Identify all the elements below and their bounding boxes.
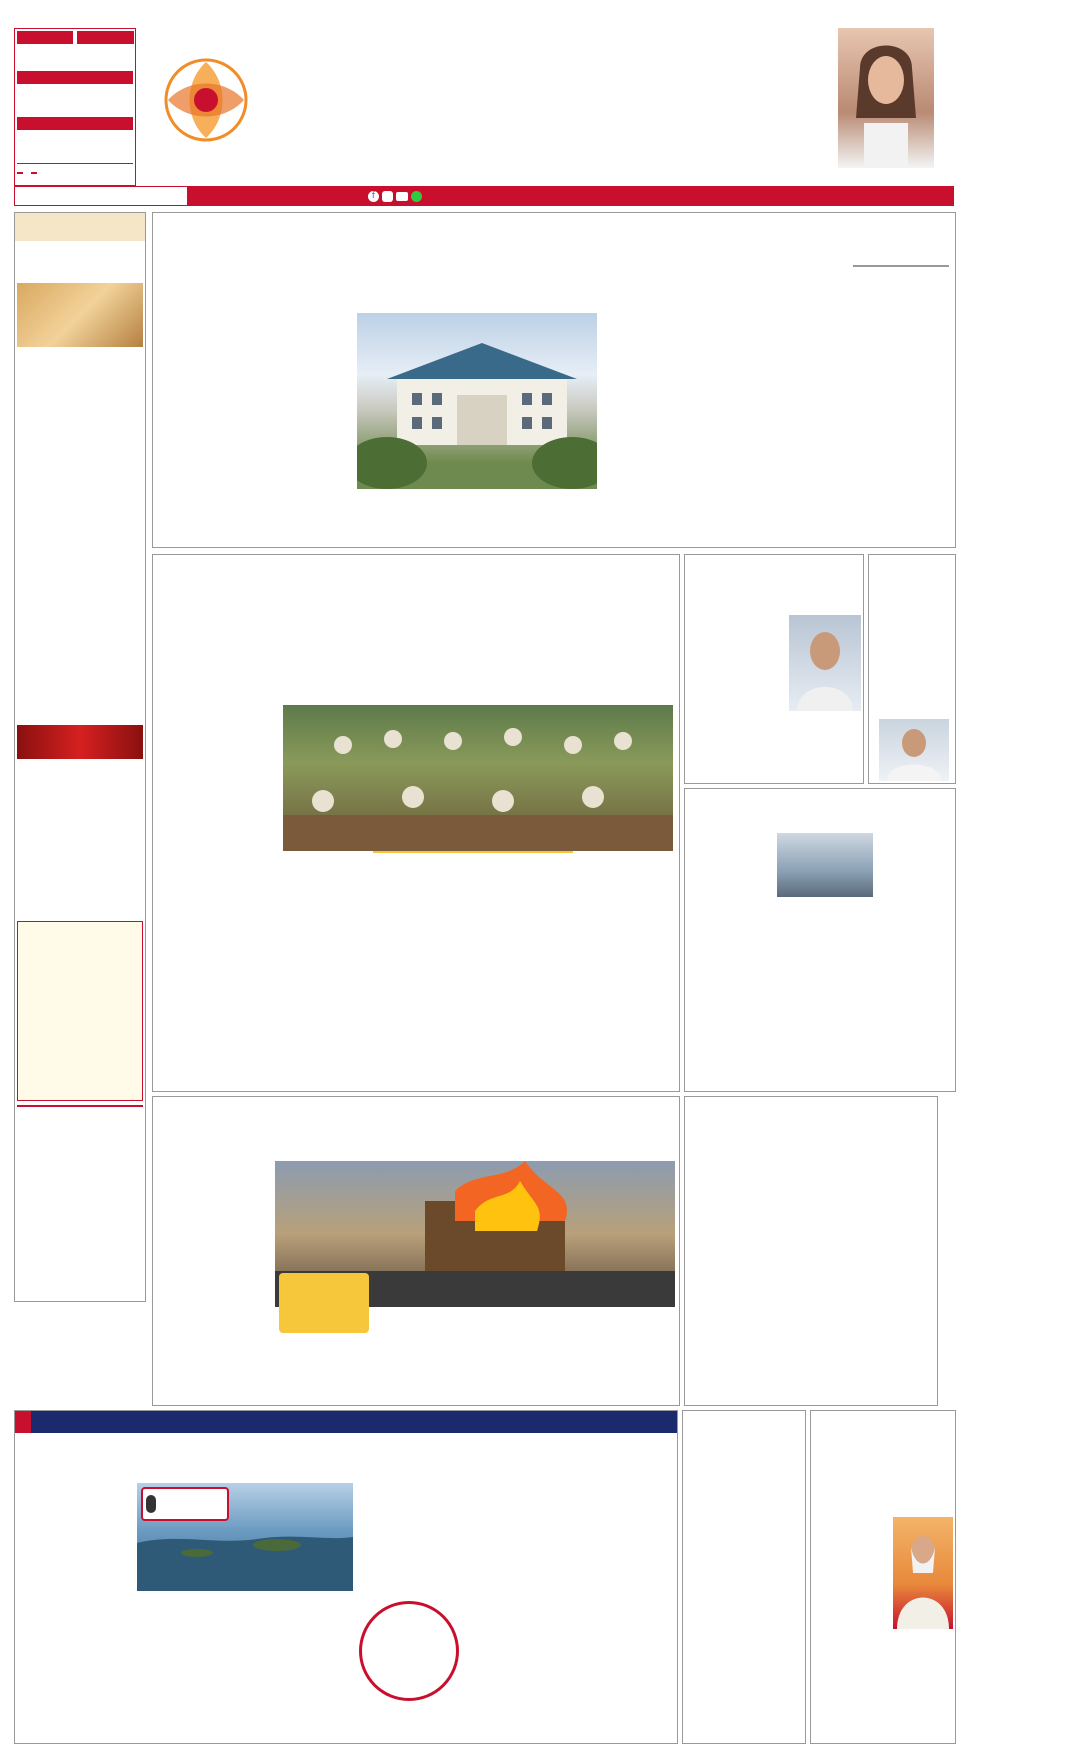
jama-story bbox=[682, 1410, 806, 1744]
jairam-box bbox=[684, 554, 864, 784]
silver-label bbox=[31, 172, 37, 174]
inside-title bbox=[17, 1105, 143, 1107]
lead-col1 bbox=[161, 317, 349, 543]
bridge-strap-row bbox=[15, 1411, 677, 1433]
dateline-bar bbox=[14, 186, 954, 206]
inside-pages bbox=[17, 1105, 143, 1299]
bullion-row bbox=[17, 163, 133, 181]
short-body bbox=[17, 511, 143, 683]
nation-story bbox=[152, 554, 680, 1092]
coldwave-col2 bbox=[817, 1197, 935, 1401]
banjar-story bbox=[152, 1096, 680, 1406]
lead-col1-cont bbox=[357, 493, 597, 543]
vidhansabha-photo bbox=[357, 313, 597, 489]
lead-col2 bbox=[605, 327, 845, 543]
newspaper-name bbox=[262, 48, 822, 158]
temp-title bbox=[17, 71, 133, 84]
bridge-col3 bbox=[247, 1595, 351, 1739]
vote-box bbox=[157, 707, 277, 779]
earthquake-photo bbox=[17, 725, 143, 759]
gold-label bbox=[17, 172, 23, 174]
good-news-tag bbox=[15, 1411, 31, 1433]
khadd-story bbox=[942, 1096, 956, 1406]
youtube-icon[interactable] bbox=[396, 192, 408, 201]
lead-col3 bbox=[853, 313, 951, 541]
market-title bbox=[17, 117, 133, 130]
logo-emblem bbox=[158, 52, 254, 148]
banjar-col2 bbox=[379, 1311, 475, 1401]
staff-ad[interactable] bbox=[17, 921, 143, 1101]
modi-body bbox=[814, 1517, 890, 1741]
modi-photo bbox=[893, 1517, 953, 1629]
nation-col3 bbox=[411, 871, 539, 1085]
short-body bbox=[17, 350, 143, 470]
lead-story bbox=[152, 212, 956, 548]
amritsar-col3 bbox=[877, 847, 953, 1087]
promo-photo[interactable] bbox=[838, 28, 934, 168]
photo-caption bbox=[373, 851, 573, 853]
banjar-col1 bbox=[159, 1177, 269, 1401]
relief-inset bbox=[279, 1273, 369, 1333]
amritsar-story bbox=[684, 788, 956, 1092]
sunset-label bbox=[77, 31, 134, 44]
news-shorts-column bbox=[14, 212, 146, 1302]
sunrise-label bbox=[17, 31, 73, 44]
khadd-final bbox=[942, 1096, 956, 1097]
banjar-col4 bbox=[579, 1311, 675, 1401]
lake-photo bbox=[137, 1483, 353, 1591]
amritsar-col2 bbox=[777, 901, 873, 1087]
mic-icon bbox=[146, 1495, 156, 1513]
achievements-label bbox=[853, 265, 949, 267]
nation-col4 bbox=[545, 871, 673, 1085]
facebook-icon[interactable]: f bbox=[368, 191, 379, 202]
jama-body bbox=[686, 1483, 804, 1741]
staff-ad-line bbox=[18, 932, 142, 934]
sukhu-body bbox=[872, 627, 954, 717]
nation-col1 bbox=[157, 797, 277, 1085]
coldwave-col1 bbox=[689, 1169, 811, 1401]
banjar-col3 bbox=[479, 1311, 575, 1401]
staff-ad-line bbox=[18, 928, 142, 930]
coldwave-story bbox=[684, 1096, 938, 1406]
bridge-story bbox=[14, 1410, 678, 1744]
modi-story bbox=[810, 1410, 956, 1744]
rni-number bbox=[14, 186, 188, 206]
weather-market-box bbox=[14, 28, 136, 186]
parliament-photo bbox=[283, 705, 673, 851]
staff-ad-line bbox=[18, 924, 142, 926]
jairam-body bbox=[689, 595, 785, 781]
sukhu-final bbox=[868, 554, 956, 784]
whatsapp-icon[interactable] bbox=[411, 191, 422, 202]
bridge-col1 bbox=[21, 1495, 131, 1739]
amritsar-col1 bbox=[689, 847, 773, 1087]
nation-col2 bbox=[283, 871, 405, 1085]
temple-photo bbox=[17, 283, 143, 347]
short-body bbox=[17, 763, 143, 913]
instagram-icon[interactable] bbox=[382, 191, 393, 202]
bridge-callout bbox=[359, 1601, 459, 1701]
jairam-photo bbox=[789, 615, 861, 711]
sukhu-photo bbox=[879, 719, 949, 781]
exclusive-badge bbox=[141, 1487, 229, 1521]
shorts-header bbox=[15, 213, 145, 241]
bridge-col2 bbox=[137, 1595, 241, 1739]
police-station-photo bbox=[777, 833, 873, 897]
